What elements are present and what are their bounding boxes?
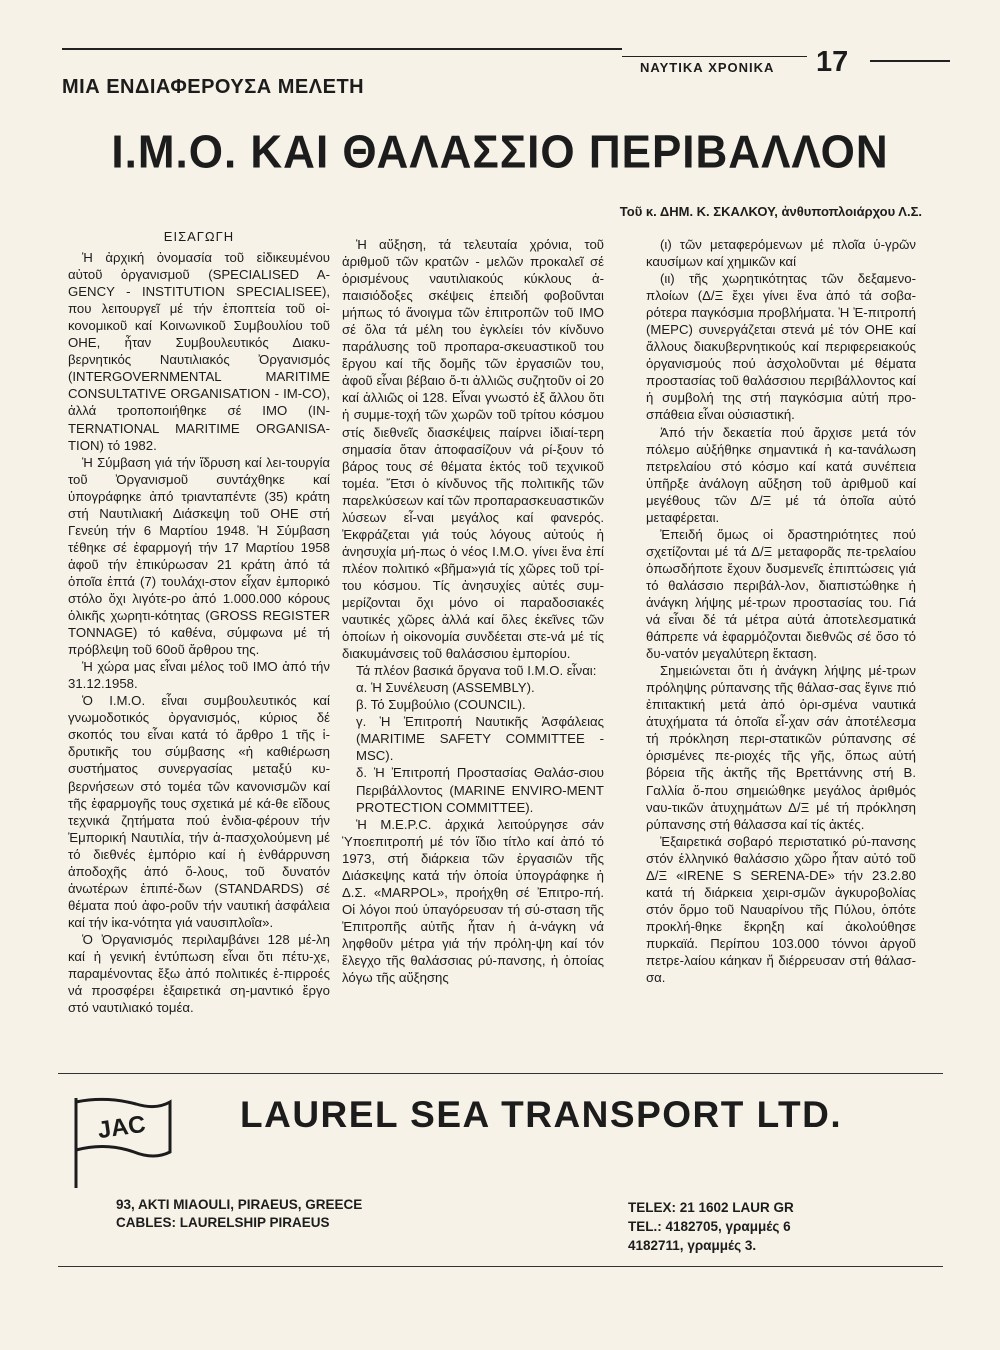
page-number: 17 [816,46,849,78]
telex-line: TELEX: 21 1602 LAUR GR [628,1200,794,1215]
intro-heading: ΕΙΣΑΓΩΓΗ [163,229,235,244]
article-column-2 [342,236,604,986]
jac-flag-logo [56,1090,176,1190]
article-column-3 [646,236,916,986]
organ-list-item: γ. Ἡ Ἐπιτροπή Ναυτικῆς Ἀσφάλειας (MARITIME SAFETY COMMITTEE - MSC). [356,714,604,764]
organ-list-item: β. Τό Συμβούλιο (COUNCIL). [356,697,526,713]
paragraph: Ἡ Μ.Ε.Ρ.C. ἀρχικά λειτούργησε σάν Ὑποεπιτροπή μέ τόν ἴδιο τίτλο καί ἀπό τό 1973, στή διάρκεια τῶν ἐργασιῶν τῆς Διάσκεψης κατά τήν ὁποία ὑπογράφηκε ἡ Δ.Σ. «MARPOL», προήχθη σέ Ἐπιτρο-πή. Οἱ λόγοι πού ὑπαγόρευσαν τή σύ-σταση τῆς Ἐπιτροπῆς αὐτῆς ἦταν ἡ ἀ-νάγκη νά ληφθοῦν μέτρα γιά τήν πρόλη-ψη καί τόν ἔλεγχο τῆς θαλάσσιας ρύ-πανσης, ἡ ὁποίας λόγω τῆς αὔξησης [342,816,604,986]
paragraph: Σημειώνεται ὅτι ἡ ἀνάγκη λήψης μέ-τρων πρόληψης ρύπανσης τῆς θάλασ-σας ἔγινε πιό ἐπιτακτική μετά ἀπό ὁρι-σμένα ναυτικά ἀτυχήματα τά ὁποῖα εἶ-χαν σάν ἀποτέλεσμα τή πρόκληση περι-στατικῶν ρύπανσης σέ ὁρισμένες πε-ριοχές τῆς γῆς, ὅπως αὐτή βόρεια τῆς ἀκτῆς τῆς Βρεττάννης στή Β. Γαλλία ὅ-που σημειώθηκε μεγάλος ἀριθμός ναυ-τικῶν ἀτυχημάτων Δ/Ξ μέ τή πρόκληση ρύπανσης στή θάλασσα καί τίς ἀκτές. [646,663,916,832]
section-heading: ΜΙΑ ΕΝΔΙΑΦΕΡΟΥΣΑ ΜΕΛΕΤΗ [62,76,365,98]
paragraph: Ἐξαιρετικά σοβαρό περιστατικό ρύ-πανσης στόν ἑλληνικό θαλάσσιο χῶρο ἦταν αὐτό τοῦ Δ/Ξ «IRENE S SERENA-DE» τήν 23.2.80 κατά τή διάρκεια χειρι-σμῶν ἀγκυροβολίας στόν ὅρμο τοῦ Ναυαρίνου τῆς Πύλου, ὁπότε προκλή-θηκε ἔκρηξη καί ἀκολούθησε πυρκαϊά. Περίπου 103.000 τόννοι ἀργοῦ πετρε-λαίου κάηκαν ἤ διέρρευσαν στή θάλασ-σα. [646,833,916,986]
company-name: LAUREL SEA TRANSPORT LTD. [240,1094,843,1135]
ad-top-rule [58,1073,943,1074]
paragraph: Ὁ Ι.Μ.Ο. εἶναι συμβουλευτικός καί γνωμοδοτικός ὀργανισμός, κύριος δέ σκοπός του εἶναι κατά τό ἄρθρο 1 τῆς ἱ-δρυτικῆς του σύμβασης «ἡ καθιέρωση συστήματος συνεργασίας μεταξύ κυ-βερνήσεων στό τομέα τῶν κανονισμῶν καί τῆς ἐφαρμογῆς τους σχετικά μέ κά-θε εἴδους τεχνικά ζητήματα πού ἐνδια-φέρουν τήν Ἐμπορική Ναυτιλία, τήν ἀ-πασχολούμενη μέ τό διεθνές ἐμπόριο καί ἡ ἐνθάρρυνση ἀποδοχῆς ἀπό ὅ-λους, τοῦ δυνατόν ἀνωτέρων ἐπιπέ-δων (STANDARDS) σέ θέματα πού ἀφο-ροῦν τήν ναυτική ἀσφάλεια καί τήν ἱκα-νότητα γιά ναυσιπλοΐα». [68,693,330,930]
article-author: Τοῦ κ. ΔΗΜ. Κ. ΣΚΑΛΚΟΥ, ἀνθυποπλοιάρχου Λ.Σ. [619,204,922,219]
paragraph: Ἡ χώρα μας εἶναι μέλος τοῦ ΙΜΟ ἀπό τήν 31.12.1958. [68,659,330,692]
paragraph: Ἡ Σύμβαση γιά τήν ἵδρυση καί λει-τουργία τοῦ Ὀργανισμοῦ συντάχθηκε καί ὑπογράφηκε ἀπό τριανταπέντε (35) κράτη στή Ναυτιλιακή Διάσκεψη τοῦ ΟΗΕ στή Γενεύη τήν 6 Μαρτίου 1948. Ἡ Σύμβαση τέθηκε σέ ἐφαρμογή τήν 17 Μαρτίου 1958 ἀφοῦ τήν ἐπικύρωσαν 21 κράτη ἀπό τά ὁποῖα ἑπτά (7) τουλάχι-στον εἶχαν ἐμπορικό στόλο ὄχι λιγότε-ρο ἀπό 1.000.000 κόρους ὁλικῆς χωρητι-κότητας (GROSS REGISTER TONNAGE) τό καθένα, σύμφωνα μέ τή πρόβλεψη τοῦ 60οῦ ἄρθρου της. [68,454,330,658]
article-title: Ι.Μ.Ο. ΚΑΙ ΘΑΛΑΣΣΙΟ ΠΕΡΙΒΑΛΛΟΝ [111,126,889,179]
company-address [116,1196,362,1232]
list-item: (ιι) τῆς χωρητικότητας τῶν δεξαμενο-πλοίων (Δ/Ξ ἔχει γίνει ἕνα ἀπό τά σοβα-ρότερα παγκόσμια προβλήματα. Ἡ Ἐ-πιτροπή (ΜΕΡC) συνεργάζεται στενά μέ τόν ΟΗΕ καί ἄλλους διακυβερνητικούς καί περιφερειακούς ὀργανισμούς πού ἀσχολοῦνται μέ θέματα προστασίας τοῦ θαλάσσιου περιβάλλοντος καί ἡ συμβολή της στή παγκόσμια αὐτή προ-σπάθεια εἶναι οὐσιαστική. [646,271,916,423]
paragraph: Ἡ αὔξηση, τά τελευταία χρόνια, τοῦ ἀριθμοῦ τῶν κρατῶν - μελῶν προκαλεῖ σέ ὁρισμένους ναυτιλιακούς κύκλους ἀ-παισιόδοξες σκέψεις ἐπειδή φοβοῦνται μήπως τό ἄνοιγμα τῶν ἐπιτροπῶν τοῦ ΙΜΟ σέ ὅλα τά μέλη του ἐγκλείει τόν κίνδυνο παράλυσης τοῦ προπαρα-σκευαστικοῦ του ἔργου καί τῆς δομῆς τῶν ἐργασιῶν του, ἀφοῦ εἶναι βέβαιο ὅ-τι ἀλλιῶς συζητοῦν οἱ 20 καί ἀλλιῶς οἱ 128. Εἶναι γνωστό ἐξ ἄλλου ὅτι ἡ συμμε-τοχή τῶν χωρῶν τοῦ τρίτου κόσμου στίς διεθνεῖς διασκέψεις παίρνει ἰδιαί-τερη σημασία ὅταν ἀποφασίζουν νά ρί-ξουν τό βάρος τους σέ θέματα ἐκτός τοῦ τεχνικοῦ τομέα. Ἔτσι ὁ κίνδυνος τῆς πολιτικῆς τῶν παρελκύσεων καί τῶν προπαρασκευαστικῶν λύσεων εἶ-ναι μεγάλος καί φανερός. Ἐκφράζεται γιά τούς λόγους αὐτούς ἡ ἀνησυχία μή-πως ὁ νέος Ι.Μ.Ο. γίνει ἕνα ἐπί πλέον πολιτικό «βῆμα»γιά τίς χῶρες τοῦ τρί-του κόσμου. Τίς ἀνησυχίες αὐτές συμ-μερίζονται ὄχι μόνο οἱ παραδοσιακές ναυτικές χῶρες ἀλλά καί ὅλες ἐκεῖνες τῶν ὁποίων ἡ οἰκονομία συνδέεται στε-νά μέ τίς διακυμάνσεις τοῦ θαλάσσιου ἐμπορίου. [342,237,604,662]
paragraph: Ἐπειδή ὅμως οἱ δραστηριότητες πού σχετίζονται μέ τά Δ/Ξ μεταφορᾶς πε-τρελαίου ὁπωσδήποτε ἔχουν δυσμενεῖς ἐπιπτώσεις γιά τό θαλάσσιο περιβάλ-λον, διαπιστώθηκε ἡ ἀνάγκη λήψης μέ-τρων προστασίας του. Γιά νά εἶναι δέ τά μέτρα αὐτά ἀποτελεσματικά θάπρεπε νά ἐφαρμόζονται διεθνῶς σέ ὅσο τό δυ-νατόν μεγαλύτερη ἔκταση. [646,526,916,662]
telephone-line: 4182711, γραμμές 3. [628,1238,757,1253]
article-column-1 [68,228,330,1016]
paragraph: Τά πλέον βασικά ὄργανα τοῦ Ι.Μ.Ο. εἶναι: [356,663,597,679]
header-rule-middle [622,56,807,57]
header-rule-left [62,48,622,50]
logo-text: JAC [95,1110,148,1145]
address-line: 93, AKTI MIAOULI, PIRAEUS, GREECE [116,1197,363,1212]
telephone-line: TEL.: 4182705, γραμμές 6 [628,1219,791,1234]
header-rule-right [870,60,950,62]
organ-list-item: δ. Ἡ Ἐπιτροπή Προστασίας Θαλάσ-σιου Περιβάλλοντος (MARINE ENVIRO-MENT PROTECTION COMMITTEE). [356,765,604,815]
company-contact [628,1198,794,1255]
paragraph: Ἡ ἀρχική ὀνομασία τοῦ εἰδικευμένου αὐτοῦ ὀργανισμοῦ (SPECIALISED A-GENCY - INSTITUTION SPECIALISEE), που λειτουργεῖ μέ τήν ἐποπτεία τοῦ οἰ-κονομικοῦ καί Κοινωνικοῦ Συμβουλίου τοῦ ΟΗΕ, ἦταν Συμβουλευτικός Διακυ-βερνητικός Ναυτιλιακός Ὀργανισμός (INTERGOVERNMENTAL MARITIME CONSULTATIVE ORGANISATION - IM-CO), ἀλλά τροποποιήθηκε σέ IMO (IN-TERNATIONAL MARITIME ORGANISA-TION) τό 1982. [68,250,330,453]
ad-bottom-rule [58,1266,943,1267]
organ-list-item: α. Ἡ Συνέλευση (ASSEMBLY). [356,680,535,696]
cables-line: CABLES: LAURELSHIP PIRAEUS [116,1215,330,1230]
list-item: (ι) τῶν μεταφερόμενων μέ πλοῖα ὑ-γρῶν καυσίμων καί χημικῶν καί [646,237,916,270]
magazine-name: ΝΑΥΤΙΚΑ ΧΡΟΝΙΚΑ [640,60,775,75]
paragraph: Ὁ Ὀργανισμός περιλαμβάνει 128 μέ-λη καί ἡ γενική ἐντύπωση εἶναι ὅτι πέτυ-χε, παραμένοντας ἔξω ἀπό πολιτικές ἐ-πιρροές νά προσφέρει ἐξαιρετικά ση-μαντικό ἔργο στό ναυτιλιακό τομέα. [68,931,330,1016]
paragraph: Ἀπό τήν δεκαετία πού ἄρχισε μετά τόν πόλεμο αὐξήθηκε σημαντικά ἡ κα-τανάλωση πετρελαίου στό κόσμο καί κατά συνέπεια ὑπῆρξε ἀνάλογη αὔξηση τοῦ ἀριθμοῦ καί μεγέθους τῶν Δ/Ξ μέ τά ὁποῖα αὐτό μεταφέρεται. [646,424,916,525]
